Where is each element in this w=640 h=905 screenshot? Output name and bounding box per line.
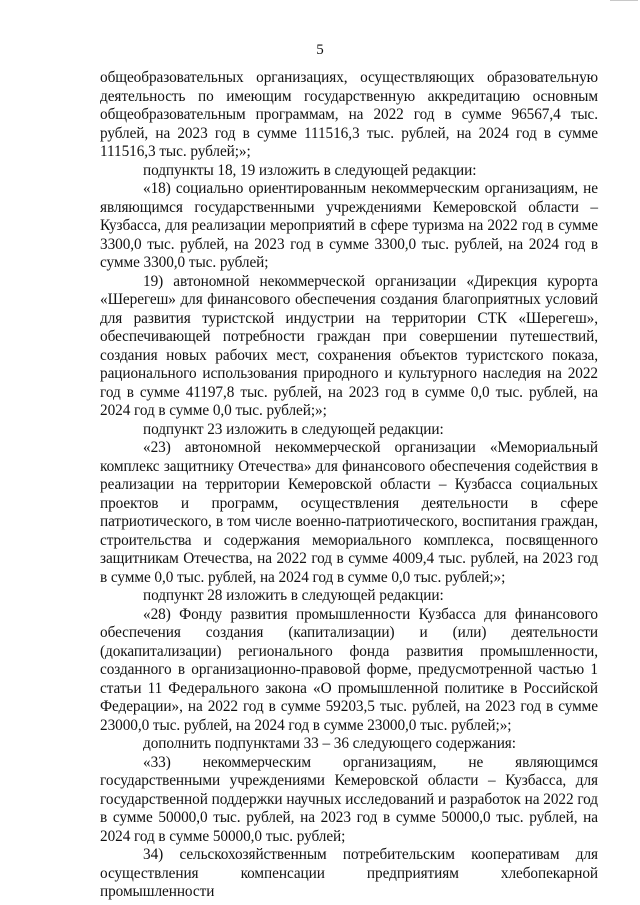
paragraph-item-19: 19) автономной некоммерческой организации «Дирекция курорта «Шерегеш» для финансового обеспечения создания благоприятных условий для развития туристской индустрии на территории СТК «Шерегеш», обеспечивающей потребности граждан при совершении путешествий, создания новых рабочих мест, сохранения объектов туристского показа, рационального использования природного и культурного наследия на 2022 год в сумме 41197,8 тыс. рублей, на 2023 год в сумме 0,0 тыс. рублей, на 2024 год в сумме 0,0 тыс. рублей;»;: [100, 272, 598, 419]
paragraph-instruction-18-19: подпункты 18, 19 изложить в следующей редакции:: [143, 161, 477, 179]
document-body: [100, 69, 598, 902]
paragraph-item-18: «18) социально ориентированным некоммерческим организациям, не являющимся государственными учреждениями Кемеровской области – Кузбасса, для реализации мероприятий в сфере туризма на 2022 год в сумме 3300,0 тыс. рублей, на 2023 год в сумме 3300,0 тыс. рублей, на 2024 год в сумме 3300,0 тыс. рублей;: [100, 180, 598, 271]
paragraph-instruction-33-36: дополнить подпунктами 33 – 36 следующего содержания:: [143, 735, 516, 752]
paragraph-item-34: 34) сельскохозяйственным потребительским кооперативам для осуществления компенсации предприятиям хлебопекарной промышленности: [100, 846, 598, 900]
paragraph-instruction-23: подпункт 23 изложить в следующей редакции:: [143, 420, 444, 438]
paragraph-continuation: общеобразовательных организациях, осуществляющих образовательную деятельность по имеющим государственную аккредитацию основным общеобразовательным программам, на 2022 год в сумме 96567,4 тыс. рублей, на 2023 год в сумме 111516,3 тыс. рублей, на 2024 год в сумме 111516,3 тыс. рублей;»;: [100, 69, 598, 160]
paragraph-item-28: «28) Фонду развития промышленности Кузбасса для финансового обеспечения создания (капитализации) и (или) деятельности (докапитализации) регионального фонда развития промышленности, созданного в организационно-правовой форме, предусмотренной частью 1 статьи 11 Федерального закона «О промышленной политике в Российской Федерации», на 2022 год в сумме 59203,5 тыс. рублей, на 2023 год в сумме 23000,0 тыс. рублей, на 2024 год в сумме 23000,0 тыс. рублей;»;: [100, 605, 598, 734]
paragraph-instruction-28: подпункт 28 изложить в следующей редакции:: [143, 587, 444, 604]
paragraph-item-23: «23) автономной некоммерческой организации «Мемориальный комплекс защитнику Отечества» для финансового обеспечения содействия в реализации на территории Кемеровской области – Кузбасса социальных проектов и программ, осуществления деятельности в сфере патриотического, в том числе военно-патриотического, воспитания граждан, строительства и содержания мемориального комплекса, посвященного защитникам Отечества, на 2022 год в сумме 4009,4 тыс. рублей, на 2023 год в сумме 0,0 тыс. рублей, на 2024 год в сумме 0,0 тыс. рублей;»;: [100, 439, 598, 586]
scan-corner-mark: [610, 0, 638, 3]
page-number: 5: [316, 42, 324, 58]
paragraph-item-33: «33) некоммерческим организациям, не являющимся государственными учреждениями Кемеровской области – Кузбасса, для государственной поддержки научных исследований и разработок на 2022 год в сумме 50000,0 тыс. рублей, на 2023 год в сумме 50000,0 тыс. рублей, на 2024 год в сумме 50000,0 тыс. рублей;: [100, 753, 598, 845]
